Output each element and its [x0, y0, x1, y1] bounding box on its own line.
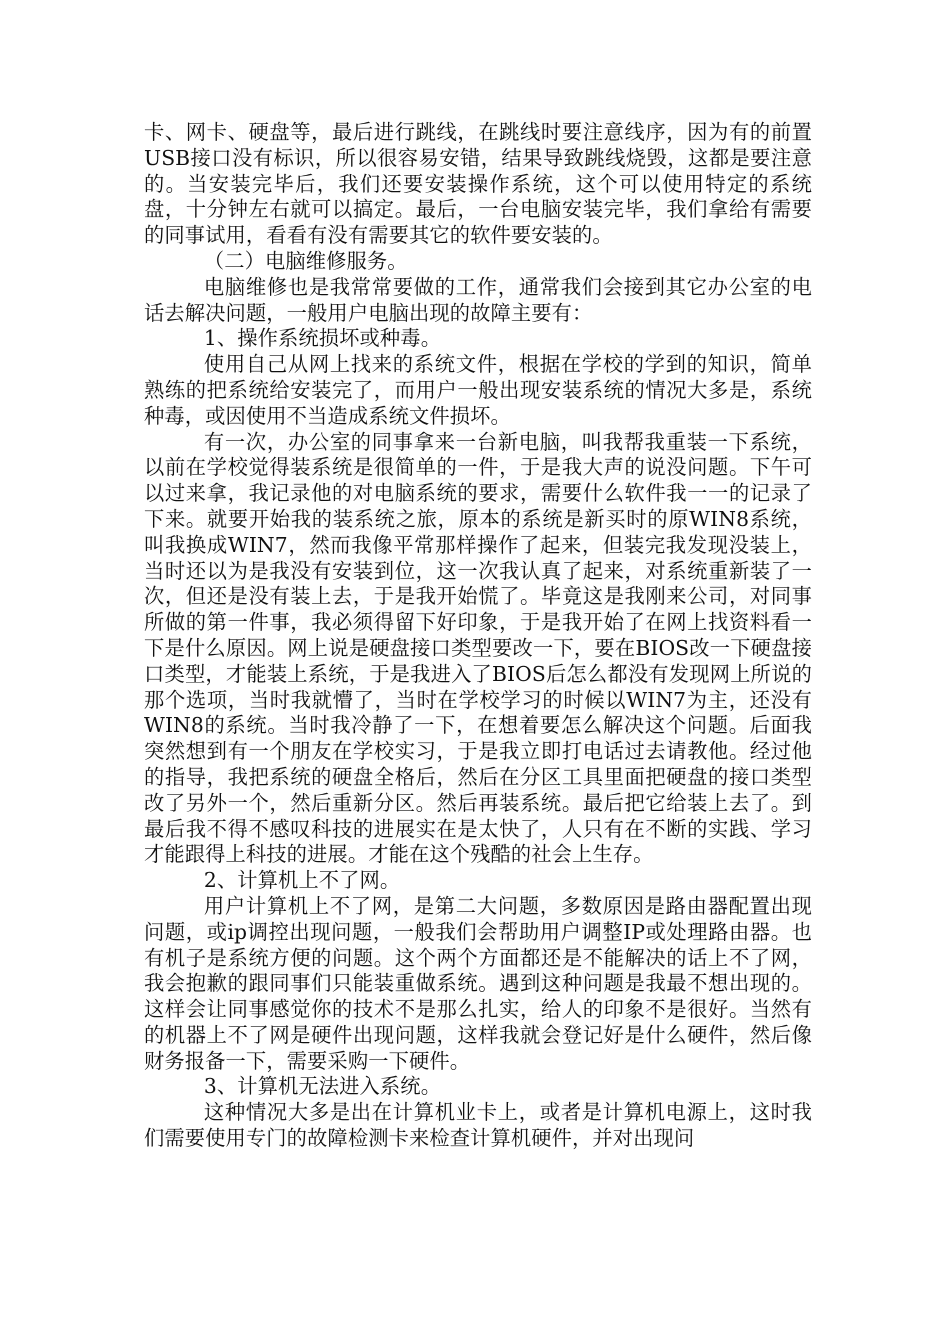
- paragraph-os-reinstall: 使用自己从网上找来的系统文件，根据在学校的学到的知识，简单熟练的把系统给安装完了，而用户一般出现安装系统的情况大多是，系统种毒，或因使用不当造成系统文件损坏。: [144, 352, 812, 428]
- list-heading-no-boot: 3、计算机无法进入系统。: [203, 1074, 442, 1099]
- paragraph-win8-story: 有一次，办公室的同事拿来一台新电脑，叫我帮我重装一下系统，以前在学校觉得装系统是很简单的一件，于是我大声的说没问题。下午可以过来拿，我记录他的对电脑系统的要求，需要什么软件我一一的记录了下来。就要开始我的装系统之旅，原本的系统是新买时的原WIN8系统，叫我换成WIN7，然而我像平常那样操作了起来，但装完我发现没装上，当时还以为是我没有安装到位，这一次我认真了起来，对系统重新装了一次，但还是没有装上去，于是我开始慌了。毕竟这是我刚来公司，对同事所做的第一件事，我必须得留下好印象，于是我开始了在网上找资料看一下是什么原因。网上说是硬盘接口类型要改一下，要在BIOS改一下硬盘接口类型，才能装上系统，于是我进入了BIOS后怎么都没有发现网上所说的那个选项，当时我就懵了，当时在学校学习的时候以WIN7为主，还没有WIN8的系统。当时我冷静了一下，在想着要怎么解决这个问题。后面我突然想到有一个朋友在学校实习，于是我立即打电话过去请教他。经过他的指导，我把系统的硬盘全格后，然后在分区工具里面把硬盘的接口类型改了另外一个，然后重新分区。然后再装系统。最后把它给装上去了。到最后我不得不感叹科技的进展实在是太快了，人只有在不断的实践、学习才能跟得上科技的进展。才能在这个残酷的社会上生存。: [144, 429, 812, 867]
- section-heading-repair-service: （二）电脑维修服务。: [203, 248, 408, 273]
- paragraph-network-issues: 用户计算机上不了网，是第二大问题，多数原因是路由器配置出现问题，或ip调控出现问题，一般我们会帮助用户调整IP或处理路由器。也有机子是系统方便的问题。这个两个方面都还是不能解决的话上不了网，我会抱歉的跟同事们只能装重做系统。遇到这种问题是我最不想出现的。这样会让同事感觉你的技术不是那么扎实，给人的印象不是很好。当然有的机器上不了网是硬件出现问题，这样我就会登记好是什么硬件，然后像财务报备一下，需要采购一下硬件。: [144, 893, 812, 1073]
- paragraph-repair-intro: 电脑维修也是我常常要做的工作，通常我们会接到其它办公室的电话去解决问题，一般用户电脑出现的故障主要有：: [144, 274, 812, 325]
- document-page: [144, 120, 812, 1152]
- list-heading-no-network: 2、计算机上不了网。: [203, 868, 401, 893]
- list-heading-os-damage: 1、操作系统损坏或种毒。: [203, 326, 442, 351]
- paragraph-hardware-assembly: 卡、网卡、硬盘等，最后进行跳线，在跳线时要注意线序，因为有的前置USB接口没有标识，所以很容易安错，结果导致跳线烧毁，这都是要注意的。当安装完毕后，我们还要安装操作系统，这个可以使用特定的系统盘，十分钟左右就可以搞定。最后，一台电脑安装完毕，我们拿给有需要的同事试用，看看有没有需要其它的软件要安装的。: [144, 120, 812, 248]
- paragraph-boot-issues: 这种情况大多是出在计算机业卡上，或者是计算机电源上，这时我们需要使用专门的故障检测卡来检查计算机硬件，并对出现问: [144, 1100, 812, 1151]
